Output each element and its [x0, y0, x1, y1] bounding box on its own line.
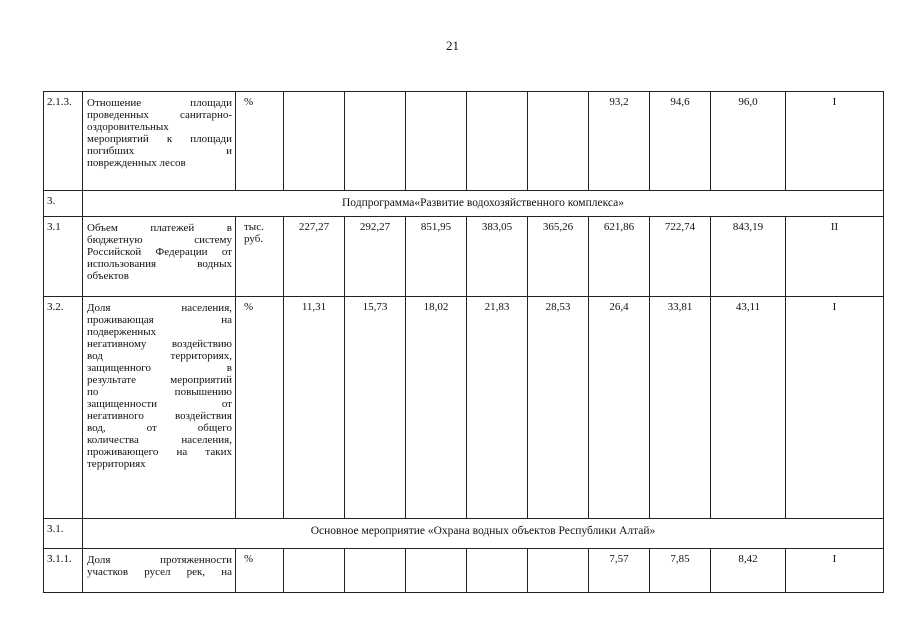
unit-cell: % — [236, 297, 284, 519]
value-cell — [467, 549, 528, 593]
section-row — [44, 519, 884, 549]
table-row — [44, 217, 884, 297]
indicator-name-line: результате мероприятий — [87, 374, 232, 386]
value-cell: 843,19 — [711, 217, 786, 297]
indicator-name-line: защищенности от — [87, 398, 232, 410]
unit-cell: тыс. руб. — [236, 217, 284, 297]
value-cell: 621,86 — [589, 217, 650, 297]
section-title: Основное мероприятие «Охрана водных объектов Республики Алтай» — [83, 519, 884, 549]
indicator-name-line: проведенных санитарно- — [87, 109, 232, 121]
table-row — [44, 297, 884, 519]
indicator-name-line: вод территориях, — [87, 350, 232, 362]
indicator-name-line: негативному воздействию — [87, 338, 232, 350]
value-cell: 15,73 — [345, 297, 406, 519]
row-number: 3.1.1. — [44, 549, 83, 593]
indicator-name-line: оздоровительных — [87, 121, 169, 133]
value-cell: 7,57 — [589, 549, 650, 593]
value-cell: 96,0 — [711, 92, 786, 191]
indicator-name-line: негативного воздействия — [87, 410, 232, 422]
value-cell: 722,74 — [650, 217, 711, 297]
unit-cell: % — [236, 549, 284, 593]
indicator-name-line: подверженных — [87, 326, 157, 338]
indicator-name-line: Доля протяженности — [87, 554, 232, 566]
indicator-name — [83, 217, 236, 297]
indicator-name-line: Объем платежей в — [87, 222, 232, 234]
value-cell: 94,6 — [650, 92, 711, 191]
indicator-name — [83, 549, 236, 593]
indicator-name-line: погибших и — [87, 145, 232, 157]
row-number: 3.2. — [44, 297, 83, 519]
indicator-table — [43, 91, 884, 593]
value-cell: 365,26 — [528, 217, 589, 297]
row-number: 3.1. — [44, 519, 83, 549]
value-cell: 11,31 — [284, 297, 345, 519]
value-cell: 851,95 — [406, 217, 467, 297]
indicator-name-line: объектов — [87, 270, 129, 282]
indicator-name-line: поврежденных лесов — [87, 157, 186, 169]
value-cell: 7,85 — [650, 549, 711, 593]
row-number: 3.1 — [44, 217, 83, 297]
section-title: Подпрограмма«Развитие водохозяйственного комплекса» — [83, 191, 884, 217]
indicator-name-line: территориях — [87, 458, 146, 470]
indicator-name-line: количества населения, — [87, 434, 232, 446]
value-cell — [345, 92, 406, 191]
value-cell — [406, 92, 467, 191]
value-cell: 33,81 — [650, 297, 711, 519]
indicator-name — [83, 92, 236, 191]
value-cell: 383,05 — [467, 217, 528, 297]
value-cell — [467, 92, 528, 191]
value-cell — [284, 549, 345, 593]
indicator-name-line: вод, от общего — [87, 422, 232, 434]
table-body — [44, 92, 884, 593]
indicator-name-line: мероприятий к площади — [87, 133, 232, 145]
class-cell: II — [786, 217, 884, 297]
class-cell: I — [786, 297, 884, 519]
value-cell — [284, 92, 345, 191]
indicator-name-line: проживающая на — [87, 314, 232, 326]
value-cell — [406, 549, 467, 593]
unit-cell: % — [236, 92, 284, 191]
page-number: 21 — [446, 38, 459, 53]
row-number: 3. — [44, 191, 83, 217]
value-cell: 43,11 — [711, 297, 786, 519]
value-cell: 227,27 — [284, 217, 345, 297]
indicator-name-line: использования водных — [87, 258, 232, 270]
value-cell — [528, 92, 589, 191]
class-cell: I — [786, 549, 884, 593]
value-cell: 28,53 — [528, 297, 589, 519]
value-cell: 18,02 — [406, 297, 467, 519]
indicator-name-line: бюджетную систему — [87, 234, 232, 246]
indicator-name-line: Доля населения, — [87, 302, 232, 314]
indicator-name-line: Российской Федерации от — [87, 246, 232, 258]
value-cell — [528, 549, 589, 593]
row-number: 2.1.3. — [44, 92, 83, 191]
class-cell: I — [786, 92, 884, 191]
indicator-name-line: Отношение площади — [87, 97, 232, 109]
value-cell: 21,83 — [467, 297, 528, 519]
value-cell: 8,42 — [711, 549, 786, 593]
value-cell: 93,2 — [589, 92, 650, 191]
value-cell: 26,4 — [589, 297, 650, 519]
value-cell: 292,27 — [345, 217, 406, 297]
indicator-name — [83, 297, 236, 519]
section-row — [44, 191, 884, 217]
table-row — [44, 92, 884, 191]
value-cell — [345, 549, 406, 593]
indicator-name-line: защищенного в — [87, 362, 232, 374]
indicator-name-line: по повышению — [87, 386, 232, 398]
indicator-name-line: участков русел рек, на — [87, 566, 232, 578]
table-row — [44, 549, 884, 593]
indicator-name-line: проживающего на таких — [87, 446, 232, 458]
